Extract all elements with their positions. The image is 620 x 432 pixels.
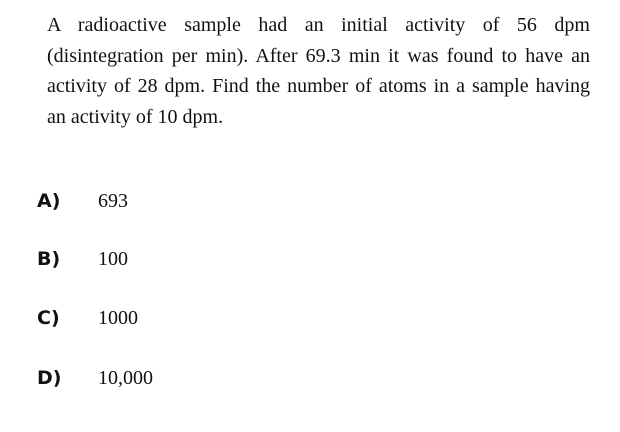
option-value: 10,000 — [98, 367, 153, 389]
option-letter: D) — [37, 367, 62, 389]
option-b[interactable] — [0, 244, 620, 274]
option-value: 100 — [98, 248, 128, 270]
option-d[interactable] — [0, 363, 620, 393]
option-c[interactable] — [0, 303, 620, 333]
option-letter: A) — [37, 190, 61, 212]
question-text: A radioactive sample had an initial activity of 56 dpm (disintegration per min). After 69.3 min it was found to have an activity of 28 dpm. Find the number of atoms in a sample having an activity of 10 dpm. — [47, 14, 590, 128]
option-value: 693 — [98, 190, 128, 212]
option-a[interactable] — [0, 186, 620, 216]
option-letter: C) — [37, 307, 60, 329]
option-letter: B) — [37, 248, 61, 270]
option-value: 1000 — [98, 307, 138, 329]
